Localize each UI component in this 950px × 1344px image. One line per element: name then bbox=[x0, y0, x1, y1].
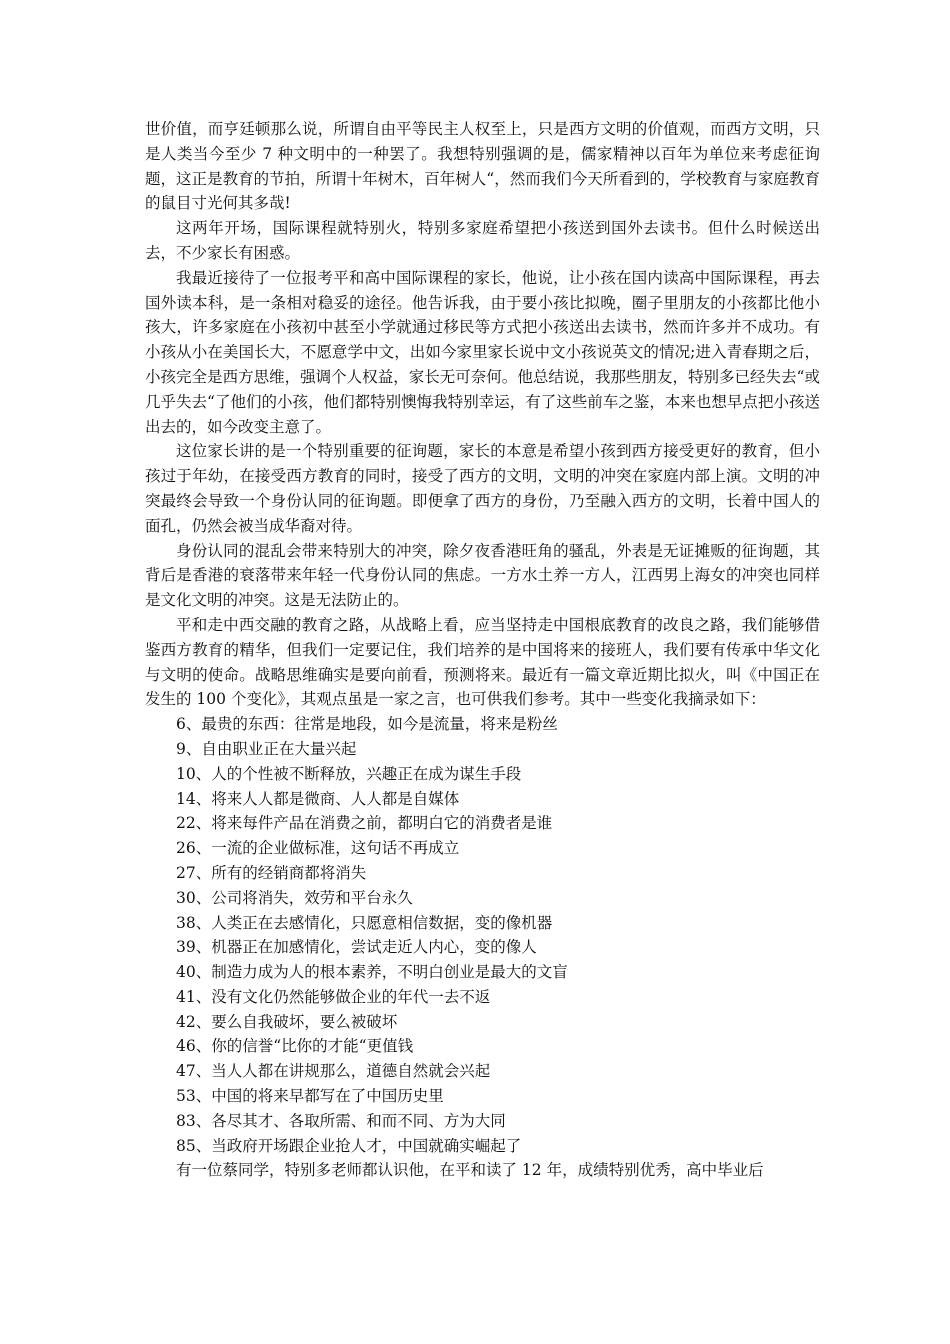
paragraph-final: 有一位蔡同学，特别多老师都认识他，在平和读了 12 年，成绩特别优秀，高中毕业后 bbox=[176, 1161, 764, 1180]
list-item: 39、机器正在加感情化，尝试走近人内心，变的像人 bbox=[176, 938, 537, 957]
list-item: 9、自由职业正在大量兴起 bbox=[176, 739, 357, 758]
list-item: 83、各尽其才、各取所需、和而不同、方为大同 bbox=[176, 1111, 506, 1130]
paragraph-5: 身份认同的混乱会带来特别大的冲突，除夕夜香港旺角的骚乱，外表是无证摊贩的征询题，其背后是香港的衰落带来年轻一代身份认同的焦虑。一方水土养一方人，江西男上海女的冲突也同样是文化文明的冲突。这是无法防止的。 bbox=[145, 541, 820, 610]
list-item: 42、要么自我破坏，要么被破坏 bbox=[176, 1012, 398, 1031]
paragraph-2: 这两年开场，国际课程就特别火，特别多家庭希望把小孩送到国外去读书。但什么时候送出去，不少家长有困惑。 bbox=[145, 219, 820, 262]
paragraph-4: 这位家长讲的是一个特别重要的征询题，家长的本意是希望小孩到西方接受更好的教育，但小孩过于年幼，在接受西方教育的同时，接受了西方的文明，文明的冲突在家庭内部上演。文明的冲突最终会导致一个身份认同的征询题。即便拿了西方的身份，乃至融入西方的文明，长着中国人的面孔，仍然会被当成华裔对待。 bbox=[145, 442, 820, 535]
list-item: 85、当政府开场跟企业抢人才，中国就确实崛起了 bbox=[176, 1136, 522, 1155]
list-item: 6、最贵的东西：往常是地段，如今是流量，将来是粉丝 bbox=[176, 715, 558, 734]
paragraph-3: 我最近接待了一位报考平和高中国际课程的家长，他说，让小孩在国内读高中国际课程，再去国外读本科，是一条相对稳妥的途径。他告诉我，由于要小孩比拟晚，圈子里朋友的小孩都比他小孩大，许多家庭在小孩初中甚至小学就通过移民等方式把小孩送出去读书，然而许多并不成功。有小孩从小在美国长大，不愿意学中文，出如今家里家长说中文小孩说英文的情况;进入青春期之后，小孩完全是西方思维，强调个人权益，家长无可奈何。他总结说，我那些朋友，特别多已经失去“或几乎失去“了他们的小孩，他们都特别懊悔我特别幸运，有了这些前车之鉴，本来也想早点把小孩送出去的，如今改变主意了。 bbox=[145, 268, 820, 436]
list-item: 14、将来人人都是微商、人人都是自媒体 bbox=[176, 789, 460, 808]
paragraph-6: 平和走中西交融的教育之路，从战略上看，应当坚持走中国根底教育的改良之路，我们能够借鉴西方教育的精华，但我们一定要记住，我们培养的是中国将来的接班人，我们要有传承中华文化与文明的使命。战略思维确实是要向前看，预测将来。最近有一篇文章近期比拟火，叫《中国正在发生的 100 个变化》，其观点虽是一家之言，也可供我们参考。其中一些变化我摘录如下： bbox=[145, 615, 820, 709]
list-item: 41、没有文化仍然能够做企业的年代一去不返 bbox=[176, 987, 491, 1006]
list-item: 46、你的信誉“比你的才能“更值钱 bbox=[176, 1037, 414, 1056]
list-item: 47、当人人都在讲规那么，道德自然就会兴起 bbox=[176, 1062, 491, 1081]
list-item: 22、将来每件产品在消费之前，都明白它的消费者是谁 bbox=[176, 814, 553, 833]
list-item: 27、所有的经销商都将消失 bbox=[176, 863, 367, 882]
document-page bbox=[145, 117, 820, 1183]
list-item: 40、制造力成为人的根本素养，不明白创业是最大的文盲 bbox=[176, 963, 568, 982]
list-item: 53、中国的将来早都写在了中国历史里 bbox=[176, 1087, 444, 1106]
list-item: 26、一流的企业做标准，这句话不再成立 bbox=[176, 839, 460, 858]
list-item: 38、人类正在去感情化，只愿意相信数据，变的像机器 bbox=[176, 913, 553, 932]
paragraph-1: 世价值，而亨廷顿那么说，所谓自由平等民主人权至上，只是西方文明的价值观，而西方文明，只是人类当今至少 7 种文明中的一种罢了。我想特别强调的是，儒家精神以百年为单位来考虑征询题，这正是教育的节拍，所谓十年树木，百年树人“，然而我们今天所看到的，学校教育与家庭教育的鼠目寸光何其多哉! bbox=[145, 120, 820, 213]
list-item: 30、公司将消失，效劳和平台永久 bbox=[176, 888, 413, 907]
list-item: 10、人的个性被不断释放，兴趣正在成为谋生手段 bbox=[176, 764, 522, 783]
changes-list bbox=[145, 712, 820, 1158]
